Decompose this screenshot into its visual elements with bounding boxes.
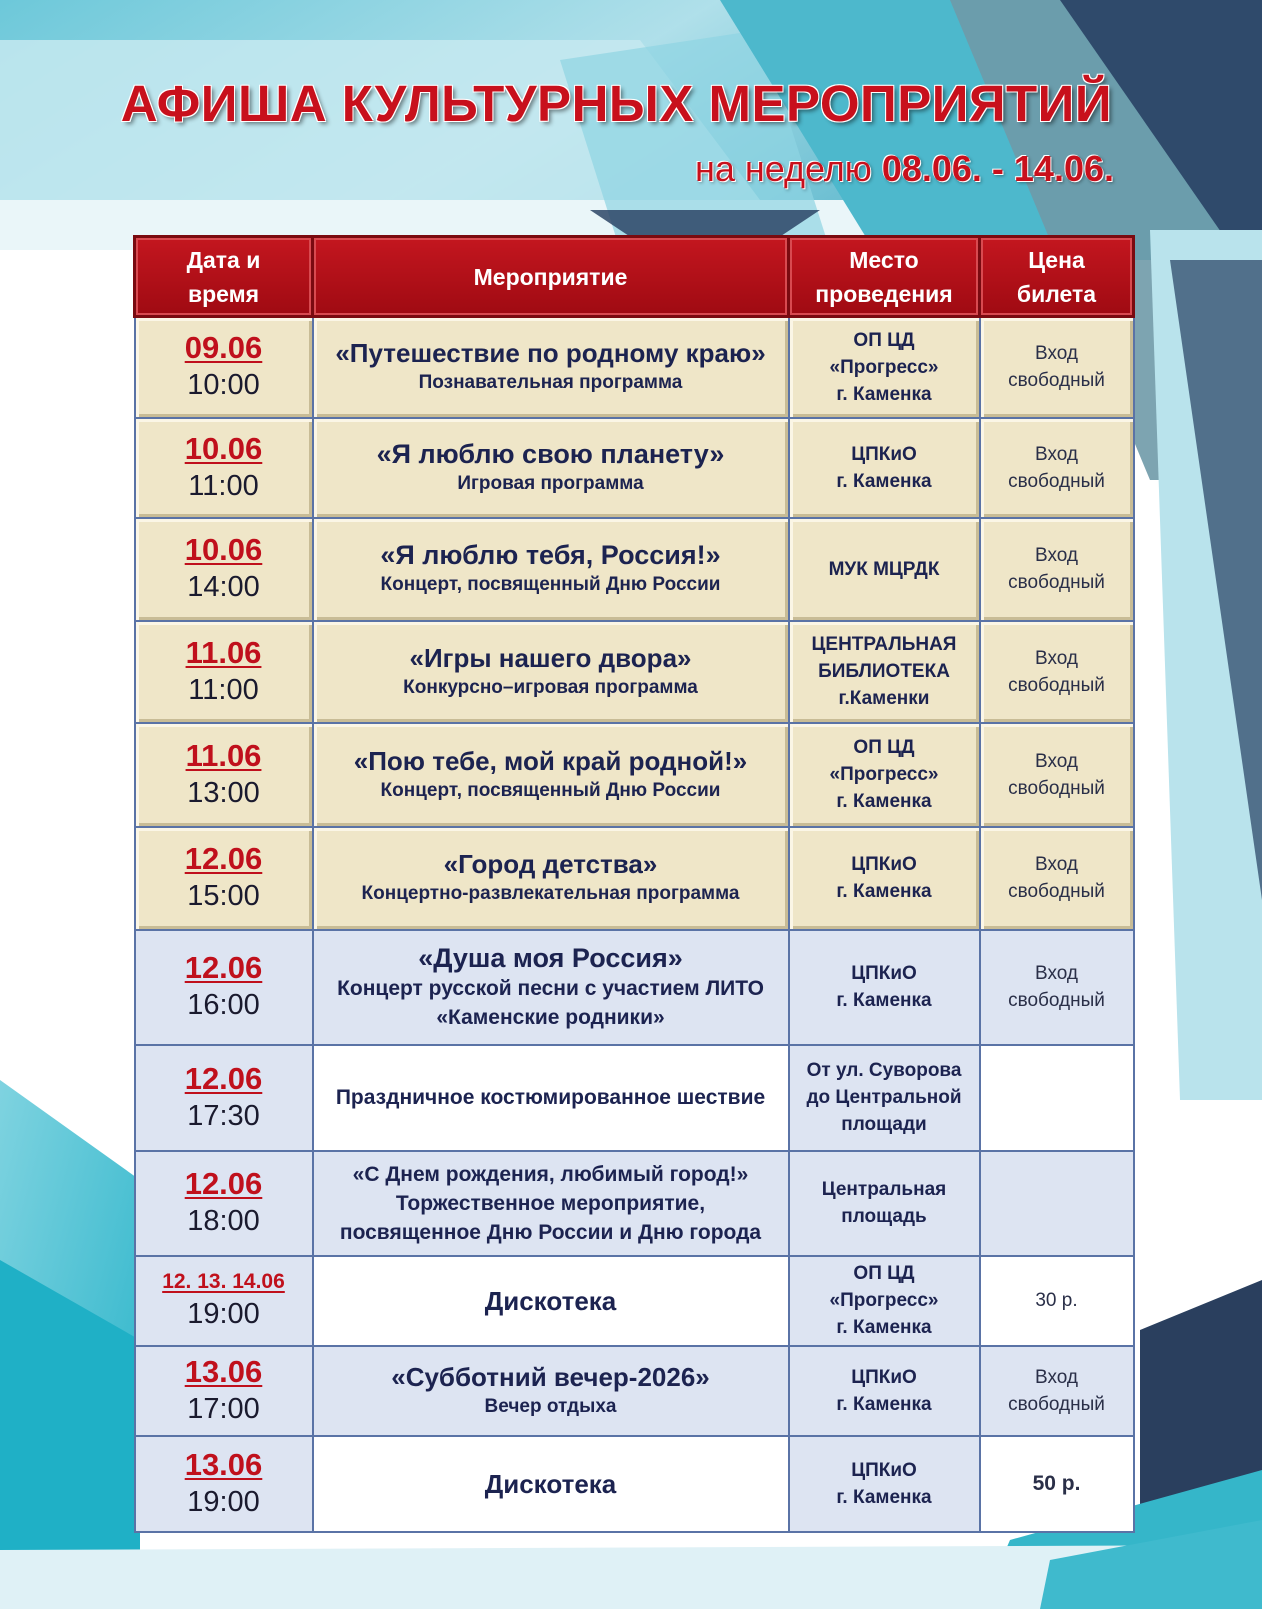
event-subtitle: Игровая программа (457, 472, 644, 494)
date-cell (135, 930, 313, 1045)
price-line: Вход (1035, 343, 1078, 365)
events-table (133, 235, 1135, 1533)
place-line: «Прогресс» (829, 764, 939, 785)
subtitle-dates: 08.06. - 14.06. (881, 148, 1114, 189)
place-line: ОП ЦД (853, 737, 915, 758)
price-line: Вход (1035, 1366, 1078, 1388)
table-row (135, 518, 1134, 621)
event-time: 17:00 (187, 1392, 260, 1425)
place-line: ЦЕНТРАЛЬНАЯ (811, 634, 957, 655)
place-line: г. Каменка (836, 791, 932, 812)
event-time: 19:00 (187, 1485, 260, 1518)
col-header-date-line2: время (187, 280, 260, 307)
event-subtitle: Концерт, посвященный Дню России (380, 779, 721, 801)
place-line: ЦПКиО (851, 1366, 917, 1388)
event-title: «Я люблю свою планету» (376, 438, 725, 469)
event-title: «Субботний вечер-2026» (391, 1361, 710, 1392)
place-line: От ул. Суворова (806, 1060, 962, 1081)
price-cell (980, 418, 1134, 518)
table-row (135, 1045, 1134, 1151)
event-date: 11.06 (185, 737, 262, 773)
place-cell (789, 621, 980, 723)
place-line: г. Каменка (836, 1317, 932, 1338)
place-cell (789, 1256, 980, 1346)
event-title: «Город детства» (443, 849, 658, 879)
place-line: ОП ЦД (853, 329, 915, 351)
event-title: «Душа моя Россия» (418, 943, 683, 973)
col-header-price-line1: Цена (1028, 246, 1085, 273)
event-date: 09.06 (184, 330, 263, 366)
event-cell (313, 621, 789, 723)
event-cell (313, 317, 789, 418)
event-time: 14:00 (187, 571, 260, 603)
price-cell (980, 1045, 1134, 1151)
place-line: г. Каменка (836, 1486, 932, 1508)
place-line: ЦПКиО (851, 963, 917, 984)
event-subtitle: Вечер отдыха (484, 1395, 617, 1417)
event-description-line: Торжественное мероприятие, (395, 1191, 706, 1215)
price-cell (980, 1256, 1134, 1346)
event-title: Дискотека (484, 1285, 617, 1316)
place-cell (789, 827, 980, 930)
event-subtitle: Конкурсно–игровая программа (403, 676, 698, 698)
event-cell (313, 1436, 789, 1532)
event-description-line: посвященное Дню России и Дню города (339, 1220, 762, 1244)
event-time: 13:00 (187, 776, 260, 809)
event-cell (313, 1045, 789, 1151)
place-line: Центральная (821, 1179, 947, 1200)
place-line: г. Каменка (836, 383, 932, 405)
event-description-line: «Каменские родники» (436, 1006, 665, 1029)
page-title: АФИША КУЛЬТУРНЫХ МЕРОПРИЯТИЙ (120, 75, 1112, 132)
date-cell (135, 827, 313, 930)
event-date: 12.06 (184, 1060, 263, 1096)
subtitle-prefix: на неделю (694, 148, 872, 189)
event-title: «Игры нашего двора» (409, 642, 692, 673)
event-description-line: «С Днем рождения, любимый город!» (352, 1162, 749, 1186)
page-subtitle (695, 148, 1114, 190)
event-time: 16:00 (187, 989, 260, 1021)
event-time: 11:00 (188, 469, 259, 502)
price-line: свободный (1008, 881, 1105, 902)
price-cell (980, 1151, 1134, 1256)
event-time: 18:00 (187, 1205, 260, 1237)
event-cell (313, 827, 789, 930)
table-row (135, 723, 1134, 827)
col-header-place-line2: проведения (815, 280, 953, 307)
event-date: 12. 13. 14.06 (162, 1269, 285, 1293)
place-line: ЦПКиО (851, 1459, 917, 1481)
price-cell (980, 317, 1134, 418)
col-header-date (135, 237, 313, 317)
event-date: 13.06 (184, 1353, 263, 1389)
price-line: 30 р. (1035, 1290, 1078, 1311)
place-line: до Центральной (806, 1087, 962, 1108)
price-cell (980, 930, 1134, 1045)
event-cell (313, 723, 789, 827)
table-header-row (135, 237, 1134, 317)
date-cell (135, 1151, 313, 1256)
event-date: 10.06 (184, 430, 263, 466)
date-cell (135, 1346, 313, 1436)
table-row (135, 1256, 1134, 1346)
price-line: свободный (1008, 777, 1105, 799)
price-line: Вход (1035, 545, 1078, 566)
price-line: 50 р. (1032, 1472, 1081, 1495)
price-cell (980, 621, 1134, 723)
price-line: свободный (1008, 370, 1105, 392)
place-line: БИБЛИОТЕКА (818, 661, 950, 682)
event-date: 10.06 (184, 532, 263, 567)
table-row (135, 317, 1134, 418)
date-cell (135, 518, 313, 621)
event-cell (313, 1256, 789, 1346)
date-cell (135, 418, 313, 518)
price-line: свободный (1008, 1393, 1105, 1415)
place-cell (789, 1045, 980, 1151)
col-header-event (313, 237, 789, 317)
price-line: свободный (1008, 990, 1105, 1011)
event-date: 13.06 (184, 1446, 263, 1482)
event-subtitle: Познавательная программа (418, 372, 683, 394)
date-cell (135, 1045, 313, 1151)
col-header-price-line2: билета (1016, 280, 1097, 307)
price-line: Вход (1035, 750, 1078, 772)
place-line: МУК МЦРДК (828, 558, 940, 580)
place-cell (789, 317, 980, 418)
price-cell (980, 723, 1134, 827)
place-cell (789, 930, 980, 1045)
price-line: Вход (1035, 647, 1078, 669)
event-date: 12.06 (184, 841, 263, 876)
event-time: 19:00 (187, 1297, 260, 1330)
price-line: Вход (1035, 854, 1078, 875)
price-cell (980, 1436, 1134, 1532)
place-line: г. Каменка (836, 470, 932, 492)
event-cell (313, 518, 789, 621)
place-cell (789, 723, 980, 827)
place-line: г. Каменка (836, 990, 932, 1011)
event-date: 11.06 (185, 634, 262, 670)
col-header-place (789, 237, 980, 317)
col-header-event-label: Мероприятие (473, 263, 628, 290)
price-line: свободный (1008, 674, 1105, 696)
event-title: Дискотека (484, 1468, 617, 1499)
place-line: г.Каменки (838, 688, 930, 709)
event-description-line: Праздничное костюмированное шествие (335, 1086, 766, 1109)
event-cell (313, 1346, 789, 1436)
event-cell (313, 930, 789, 1045)
place-line: ЦПКиО (851, 854, 917, 875)
place-line: площадь (841, 1206, 927, 1227)
event-title: «Путешествие по родному краю» (335, 338, 766, 369)
place-line: г. Каменка (836, 881, 932, 902)
page-header (0, 0, 1262, 230)
event-time: 11:00 (188, 673, 259, 706)
place-cell (789, 1436, 980, 1532)
table-row (135, 1346, 1134, 1436)
price-cell (980, 827, 1134, 930)
price-cell (980, 518, 1134, 621)
event-description-line: Концерт русской песни с участием ЛИТО (337, 977, 764, 1000)
event-title: «Я люблю тебя, Россия!» (380, 540, 721, 570)
table-row (135, 418, 1134, 518)
place-cell (789, 518, 980, 621)
col-header-price (980, 237, 1134, 317)
event-date: 12.06 (184, 950, 263, 985)
table-row (135, 827, 1134, 930)
table-row (135, 1436, 1134, 1532)
event-subtitle: Концертно-развлекательная программа (361, 883, 740, 904)
place-line: ОП ЦД (853, 1263, 915, 1284)
date-cell (135, 1256, 313, 1346)
event-time: 10:00 (187, 369, 260, 402)
table-row (135, 621, 1134, 723)
event-time: 15:00 (187, 880, 260, 912)
price-cell (980, 1346, 1134, 1436)
date-cell (135, 1436, 313, 1532)
price-line: свободный (1008, 470, 1105, 492)
event-subtitle: Концерт, посвященный Дню России (380, 574, 721, 595)
event-cell (313, 1151, 789, 1256)
place-line: «Прогресс» (829, 1290, 939, 1311)
event-title: «Пою тебе, мой край родной!» (353, 745, 748, 776)
date-cell (135, 317, 313, 418)
place-line: ЦПКиО (851, 443, 917, 465)
event-cell (313, 418, 789, 518)
price-line: Вход (1035, 443, 1078, 465)
col-header-place-line1: Место (849, 246, 919, 273)
place-line: «Прогресс» (829, 356, 939, 378)
date-cell (135, 621, 313, 723)
event-time: 17:30 (187, 1099, 260, 1132)
table-row (135, 930, 1134, 1045)
price-line: Вход (1035, 963, 1078, 984)
col-header-date-line1: Дата и (186, 246, 261, 273)
event-date: 12.06 (184, 1166, 263, 1201)
place-line: площади (841, 1114, 927, 1135)
place-cell (789, 418, 980, 518)
price-line: свободный (1008, 572, 1105, 593)
table-row (135, 1151, 1134, 1256)
date-cell (135, 723, 313, 827)
place-cell (789, 1151, 980, 1256)
place-line: г. Каменка (836, 1393, 932, 1415)
place-cell (789, 1346, 980, 1436)
